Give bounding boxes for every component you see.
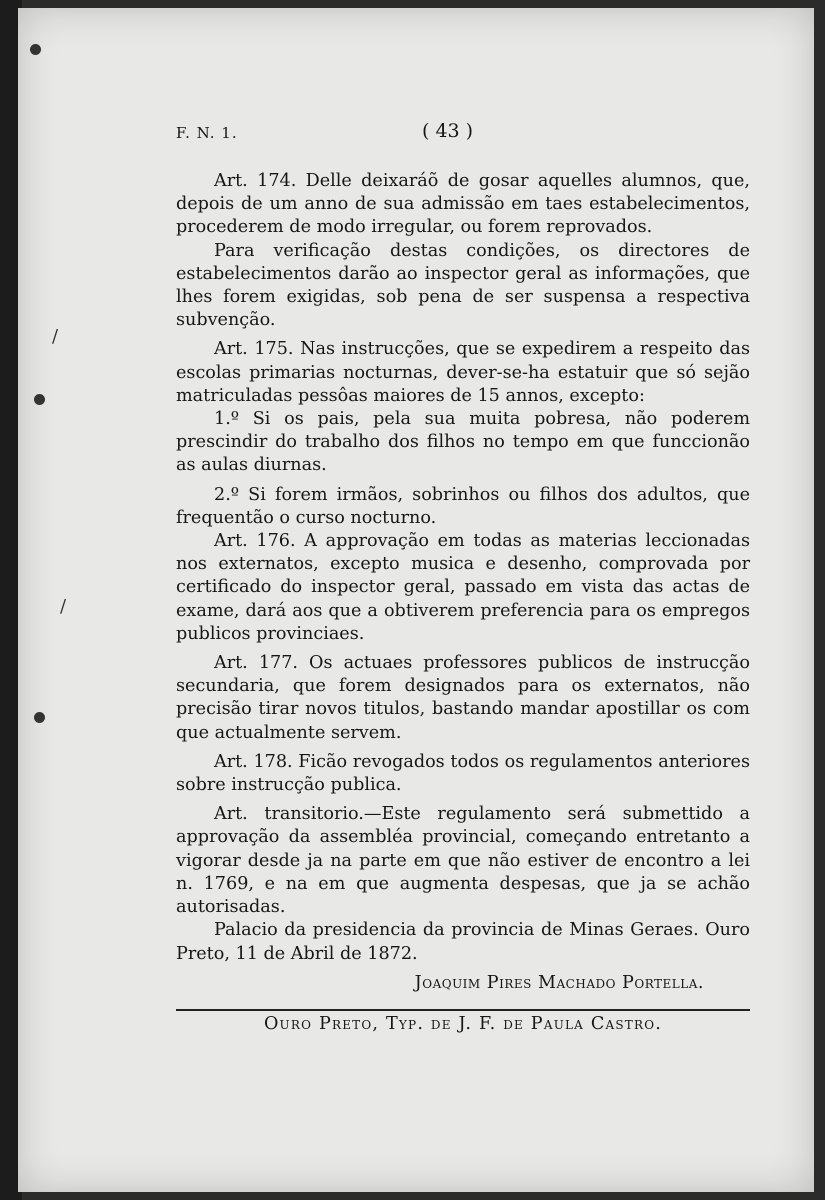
paragraph-item-1: 1.º Si os pais, pela sua muita pobresa, não poderem prescindir do trabalho dos filhos no tempo em que funccionão as aulas diurnas. xyxy=(176,409,750,476)
paragraph-palacio: Palacio da presidencia da provincia de Minas Geraes. Ouro Preto, 11 de Abril de 1872. xyxy=(176,920,750,964)
document-body xyxy=(176,170,750,995)
paragraph-art-176: Art. 176. A approvação em todas as materias leccionadas nos externatos, excepto musica e desenho, comprovada por certificado do inspector geral, passado em vista das actas de exame, dará aos que a obtiverem preferencia para os empregos publicos provinciaes. xyxy=(176,531,750,644)
paragraph-art-177: Art. 177. Os actuaes professores publicos de instrucção secundaria, que forem designados para os externatos, não precisão tirar novos titulos, bastando mandar apostillar os com que actualmente servem. xyxy=(176,653,750,743)
paragraph-art-transitorio: Art. transitorio.—Este regulamento será submettido a approvação da assembléa provincial, começando entretanto a vigorar desde ja na parte em que não estiver de encontro a lei n. 1769, e na em que augmenta despesas, que ja se achão autorisadas. xyxy=(176,804,750,918)
paragraph-art-174: Art. 174. Delle deixaráõ de gosar aquelles alumnos, que, depois de um anno de sua admissão em taes estabelecimentos, procederem de modo irregular, ou forem reprovados. xyxy=(176,171,750,238)
binding-hole xyxy=(34,394,45,405)
paragraph-art-178: Art. 178. Ficão revogados todos os regulamentos anteriores sobre instrucção publica. xyxy=(176,751,750,796)
binding-hole xyxy=(30,44,41,55)
paragraph-item-2: 2.º Si forem irmãos, sobrinhos ou filhos dos adultos, que frequentão o curso nocturno. xyxy=(176,484,750,528)
margin-mark: / xyxy=(52,326,59,347)
margin-mark: / xyxy=(60,596,67,617)
divider-rule xyxy=(176,1009,750,1011)
page-number: ( 43 ) xyxy=(422,120,474,142)
printer-imprint: Ouro Preto, Typ. de J. F. de Paula Castro. xyxy=(263,1014,663,1034)
binding-hole xyxy=(34,712,45,723)
paragraph-verification: Para verificação destas condições, os directores de estabelecimentos darão ao inspector geral as informações, que lhes forem exigidas, sob pena de ser suspensa a respectiva subvenção. xyxy=(176,240,750,331)
page-header xyxy=(176,120,750,150)
paragraph-art-175: Art. 175. Nas instrucções, que se expedirem a respeito das escolas primarias nocturnas, dever-se-ha estatuir que só sejão matriculadas pessôas maiores de 15 annos, excepto: xyxy=(176,339,750,406)
series-label: F. N. 1. xyxy=(176,124,238,142)
signature: Joaquim Pires Machado Portella. xyxy=(414,972,704,993)
